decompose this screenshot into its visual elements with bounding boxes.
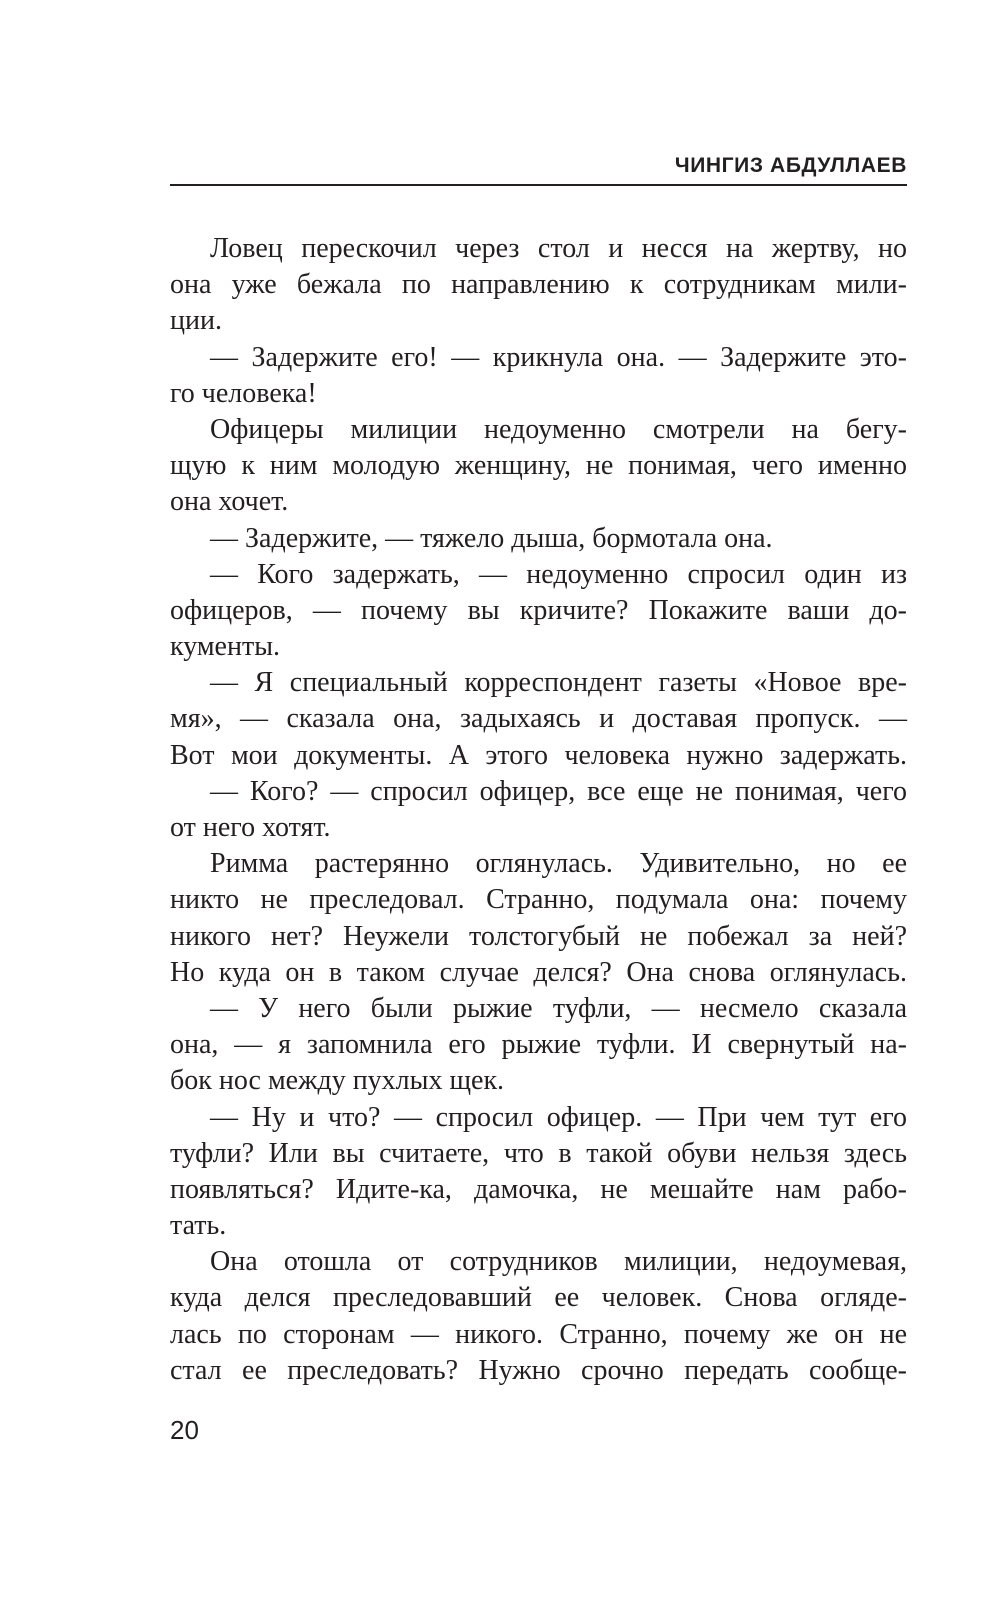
text-line: никто не преследовал. Странно, подумала она: почему — [170, 884, 907, 916]
text-line: Римма растерянно оглянулась. Удивительно, но ее — [210, 848, 907, 880]
text-line: бок нос между пухлых щек. — [170, 1065, 505, 1097]
text-line: мя», — сказала она, задыхаясь и доставая пропуск. — — [170, 703, 907, 735]
text-line: тать. — [170, 1210, 227, 1242]
text-line: Она отошла от сотрудников милиции, недоумевая, — [210, 1246, 907, 1278]
text-line: Вот мои документы. А этого человека нужно задержать. — [170, 739, 907, 771]
text-line: — Кого? — спросил офицер, все еще не понимая, чего — [210, 775, 907, 807]
text-line: никого нет? Неужели толстогубый не побежал за ней? — [170, 920, 907, 952]
text-line: она уже бежала по направлению к сотрудникам мили- — [170, 269, 907, 301]
text-line: — У него были рыжие туфли, — несмело сказала — [210, 992, 907, 1024]
text-line: ции. — [170, 305, 222, 337]
text-line: го человека! — [170, 377, 317, 409]
text-line: щую к ним молодую женщину, не понимая, чего именно — [170, 450, 907, 482]
text-line: лась по сторонам — никого. Странно, почему же он не — [170, 1318, 907, 1350]
text-line: появляться? Идите-ка, дамочка, не мешайте нам рабо- — [170, 1173, 907, 1205]
text-line: стал ее преследовать? Нужно срочно передать сообще- — [170, 1354, 907, 1386]
text-line: от него хотят. — [170, 812, 331, 843]
running-header — [170, 152, 907, 186]
body-text — [170, 231, 907, 1389]
text-line: она хочет. — [170, 486, 289, 518]
text-line: кументы. — [170, 631, 281, 663]
text-line: — Кого задержать, — недоуменно спросил один из — [210, 558, 907, 590]
text-line: Офицеры милиции недоуменно смотрели на бегу- — [210, 413, 907, 445]
author-name: ЧИНГИЗ АБДУЛЛАЕВ — [674, 154, 907, 177]
text-line: — Ну и что? — спросил офицер. — При чем тут его — [210, 1101, 907, 1133]
text-line: — Я специальный корреспондент газеты «Новое вре- — [210, 667, 907, 699]
text-line: она, — я запомнила его рыжие туфли. И свернутый на- — [170, 1029, 907, 1061]
text-line: туфли? Или вы считаете, что в такой обуви нельзя здесь — [170, 1137, 907, 1169]
page-number: 20 — [170, 1415, 199, 1445]
text-line: — Задержите его! — крикнула она. — Задержите это- — [210, 341, 907, 373]
text-line: куда делся преследовавший ее человек. Снова огляде- — [170, 1282, 907, 1314]
text-line: Ловец перескочил через стол и несся на жертву, но — [210, 233, 907, 264]
text-line: офицеров, — почему вы кричите? Покажите ваши до- — [170, 594, 907, 626]
text-line: — Задержите, — тяжело дыша, бормотала она. — [210, 522, 773, 554]
text-line: Но куда он в таком случае делся? Она снова оглянулась. — [170, 956, 907, 988]
